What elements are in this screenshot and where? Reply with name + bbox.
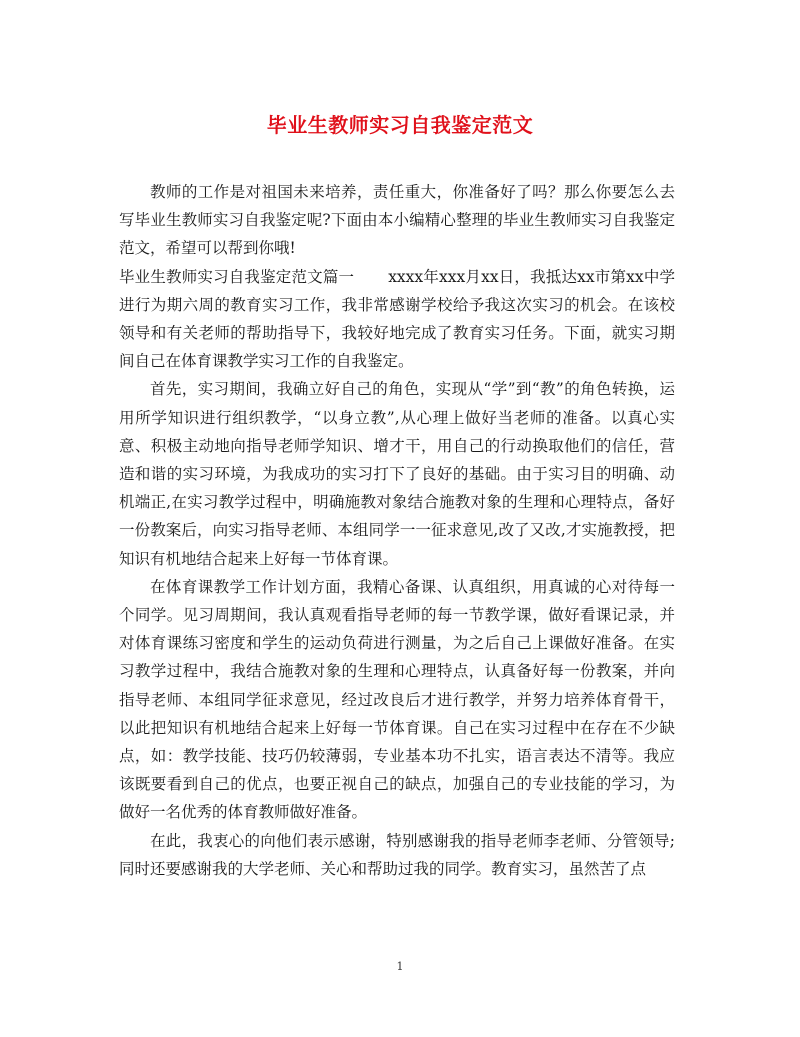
section-heading: 毕业生教师实习自我鉴定范文篇一 — [119, 267, 355, 286]
document-title: 毕业生教师实习自我鉴定范文 — [266, 113, 534, 137]
body-paragraph-3: 在此，我衷心的向他们表示感谢，特别感谢我的指导老师李老师、分管领导;同时还要感谢我的大学老师、关心和帮助过我的同学。教育实习，虽然苦了点 — [119, 831, 675, 878]
body-paragraph-2: 在体育课教学工作计划方面，我精心备课、认真组织，用真诚的心对待每一个同学。见习周期间，我认真观看指导老师的每一节教学课，做好看课记录，并对体育课练习密度和学生的运动负荷进行测量，为之后自己上课做好准备。在实习教学过程中，我结合施教对象的生理和心理特点，认真备好每一份教案，并向指导老师、本组同学征求意见，经过改良后才进行教学，并努力培养体育骨干，以此把知识有机地结合起来上好每一节体育课。自己在实习过程中在存在不少缺点，如：教学技能、技巧仍较薄弱，专业基本功不扎实，语言表达不清等。我应该既要看到自己的优点，也要正视自己的缺点，加强自己的专业技能的学习，为做好一名优秀的体育教师做好准备。 — [119, 577, 675, 822]
section-first-text: xxxx年xxx月xx日，我抵达xx市第xx中学进行为期六周的教育实习工作，我非常感谢学校给予我这次实习的机会。在该校领导和有关老师的帮助指导下，我较好地完成了教育实习任务。下面，就实习期间自己在体育课教学实习工作的自我鉴定。 — [119, 267, 675, 371]
body-paragraph-1: 首先，实习期间，我确立好自己的角色，实现从“学”到“教”的角色转换，运用所学知识进行组织教学，“以身立教”,从心理上做好当老师的准备。以真心实意、积极主动地向指导老师学知识、增才干，用自己的行动换取他们的信任，营造和谐的实习环境，为我成功的实习打下了良好的基础。由于实习目的明确、动机端正,在实习教学过程中，明确施教对象结合施教对象的生理和心理特点，备好一份教案后，向实习指导老师、本组同学一一征求意见,改了又改,才实施教授，把知识有机地结合起来上好每一节体育课。 — [119, 380, 675, 568]
intro-paragraph: 教师的工作是对祖国未来培养，责任重大，你准备好了吗？那么你要怎么去写毕业生教师实习自我鉴定呢?下面由本小编精心整理的毕业生教师实习自我鉴定范文，希望可以帮到你哦! — [119, 183, 675, 258]
document-body — [119, 178, 675, 883]
section-first-paragraph — [119, 263, 675, 376]
page-number: 1 — [396, 960, 404, 973]
